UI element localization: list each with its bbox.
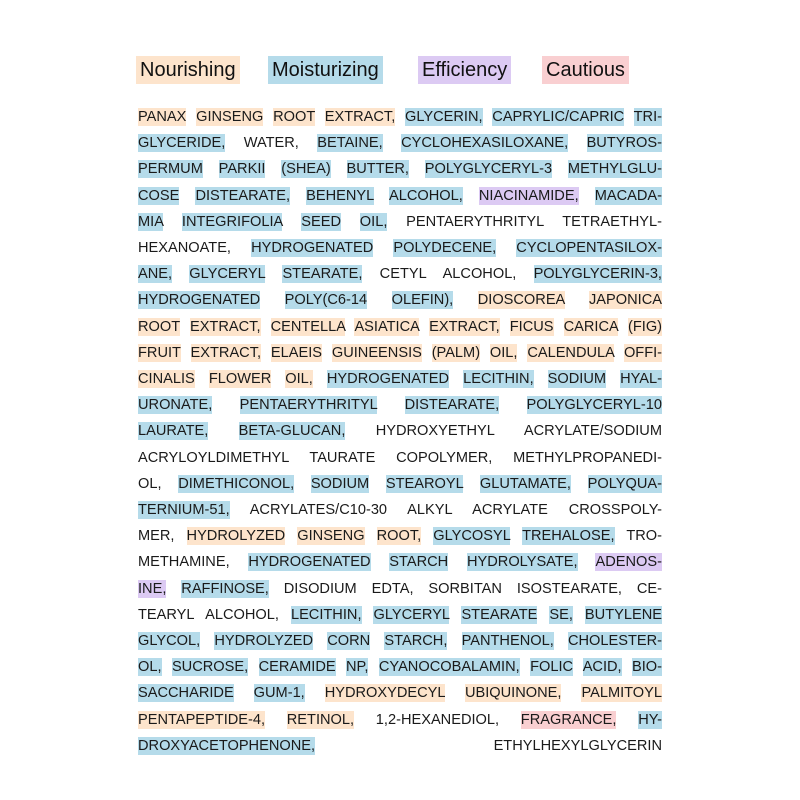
ingredient-line: [138, 735, 662, 758]
ingredient-text: POLYGLYCERYL-10: [526, 397, 662, 414]
ingredient-text: FICUS: [509, 318, 554, 335]
ingredient-text: ALCOHOL,: [389, 187, 463, 204]
ingredient-text: BUTYLENE: [584, 606, 662, 623]
ingredient-text: CAPRYLIC/CAPRIC: [492, 109, 625, 125]
ingredient-text: TERNIUM-51,: [138, 502, 230, 518]
ingredient-text: TRO-: [626, 528, 662, 545]
ingredient-text: HYDROLYZED: [214, 633, 314, 649]
ingredient-text: ALCOHOL,: [205, 606, 279, 623]
ingredient-text: SODIUM: [547, 371, 607, 387]
ingredient-text: HYDROLYSATE,: [466, 554, 578, 571]
ingredient-text: PANTHENOL,: [461, 633, 554, 649]
ingredient-text: DISTEARATE,: [404, 397, 500, 414]
ingredient-text: SUCROSE,: [171, 659, 249, 676]
ingredient-text: HYDROXYDECYL: [324, 685, 445, 702]
ingredient-text: ADENOS-: [595, 554, 662, 571]
ingredient-text: UBIQUINONE,: [464, 685, 562, 702]
ingredient-text: GLUTAMATE,: [479, 475, 571, 492]
ingredient-text: ACID,: [582, 659, 622, 676]
ingredient-line: [138, 709, 662, 732]
ingredient-text: BETAINE,: [317, 135, 383, 152]
ingredient-text: ALCOHOL,: [442, 266, 517, 283]
ingredient-line: [138, 551, 662, 574]
ingredient-line: [138, 473, 662, 496]
ingredient-text: CINALIS: [138, 371, 195, 387]
ingredient-text: OLEFIN),: [391, 292, 454, 309]
ingredient-text: CORN: [327, 633, 371, 649]
ingredient-text: SACCHARIDE: [138, 685, 234, 702]
ingredient-text: FLOWER: [208, 371, 272, 387]
ingredient-text: EXTRACT,: [190, 344, 262, 361]
ingredient-text: CROSSPOLY-: [568, 502, 662, 518]
ingredient-text: HYDROLYZED: [186, 528, 286, 545]
ingredient-text: CARICA: [563, 318, 618, 335]
ingredient-text: STARCH: [389, 554, 449, 571]
ingredient-text: CENTELLA: [270, 318, 346, 335]
ingredient-line: [138, 316, 662, 339]
ingredient-text: PERMUM: [138, 161, 203, 178]
ingredient-text: ROOT: [273, 109, 316, 125]
ingredient-text: MACADA-: [594, 187, 662, 204]
ingredient-text: GINSENG: [196, 109, 264, 125]
ingredient-text: EXTRACT,: [429, 318, 500, 335]
ingredient-text: DROXYACETOPHENONE,: [138, 737, 316, 754]
ingredient-text: BUTTER,: [346, 161, 409, 178]
legend-cautious: Cautious: [542, 56, 629, 84]
ingredient-text: PENTAPEPTIDE-4,: [138, 711, 266, 728]
ingredient-text: (FIG): [627, 318, 663, 335]
ingredient-text: METHYLPROPANEDI-: [513, 449, 663, 466]
ingredient-text: NIACINAMIDE,: [478, 187, 579, 204]
ingredient-text: ROOT,: [376, 528, 422, 545]
ingredient-text: POLYGLYCERIN-3,: [533, 266, 662, 283]
ingredient-line: [138, 682, 662, 705]
ingredient-text: STEARATE,: [282, 266, 363, 283]
ingredient-line: [138, 420, 662, 443]
ingredient-line: [138, 578, 662, 601]
ingredient-text: COSE: [138, 187, 180, 204]
ingredient-text: CYCLOPENTASILOX-: [516, 240, 662, 256]
ingredient-text: CE-: [636, 580, 663, 597]
ingredient-text: GLYCERIN,: [404, 109, 483, 125]
ingredient-line: [138, 368, 662, 391]
ingredient-text: HYDROGENATED: [248, 554, 371, 571]
ingredient-text: LAURATE,: [138, 423, 209, 440]
ingredient-text: GINSENG: [297, 528, 365, 545]
ingredient-text: (PALM): [431, 344, 481, 361]
ingredient-line: [138, 237, 662, 260]
ingredient-text: HYDROXYETHYL: [375, 423, 495, 440]
ingredient-text: FOLIC: [530, 659, 574, 676]
ingredient-text: RAFFINOSE,: [181, 580, 269, 597]
ingredient-line: [138, 630, 662, 653]
ingredient-text: NP,: [346, 659, 369, 676]
ingredient-text: EXTRACT,: [324, 109, 396, 125]
ingredient-text: GLYCOL,: [138, 633, 201, 649]
ingredient-text: JAPONICA: [588, 292, 662, 309]
ingredient-text: HY-: [638, 711, 662, 728]
ingredient-text: DISODIUM: [283, 580, 357, 597]
ingredient-line: [138, 447, 662, 470]
ingredient-text: FRUIT: [138, 344, 181, 361]
ingredient-line: [138, 185, 662, 208]
ingredient-text: TEARYL: [138, 606, 194, 623]
ingredient-text: BIO-: [632, 659, 663, 676]
ingredient-text: STARCH,: [384, 633, 448, 649]
ingredient-line: [138, 106, 662, 129]
ingredient-text: ETHYLHEXYLGLYCERIN: [493, 737, 662, 754]
ingredient-text: HYDROGENATED: [138, 292, 261, 309]
ingredient-text: SORBITAN: [428, 580, 502, 597]
ingredient-text: OL,: [138, 659, 162, 676]
ingredient-text: ISOSTEARATE,: [516, 580, 622, 597]
ingredient-text: GUINEENSIS: [331, 344, 422, 361]
ingredient-line: [138, 342, 662, 365]
ingredient-line: [138, 132, 662, 155]
ingredient-text: BETA-GLUCAN,: [238, 423, 346, 440]
ingredient-text: ACRYLATE: [472, 502, 548, 518]
ingredient-text: PALMITOYL: [581, 685, 663, 702]
ingredient-text: ALKYL: [407, 502, 453, 518]
ingredient-text: PARKII: [218, 161, 266, 178]
ingredient-text: SEED: [301, 213, 342, 230]
ingredient-text: POLY(C6-14: [284, 292, 368, 309]
ingredient-text: (SHEA): [281, 161, 331, 178]
ingredient-text: EDTA,: [371, 580, 414, 597]
ingredient-text: INE,: [138, 580, 167, 597]
ingredient-text: 1,2-HEXANEDIOL,: [375, 711, 500, 728]
ingredient-text: OIL,: [489, 344, 518, 361]
ingredient-text: OIL,: [359, 213, 388, 230]
ingredient-text: BEHENYL: [306, 187, 374, 204]
ingredient-text: RETINOL,: [286, 711, 355, 728]
ingredient-text: CYCLOHEXASILOXANE,: [401, 135, 569, 152]
ingredient-text: POLYQUA-: [587, 475, 662, 492]
legend-moisturizing: Moisturizing: [268, 56, 383, 84]
ingredient-text: COPOLYMER,: [396, 449, 493, 466]
ingredient-text: GUM-1,: [253, 685, 305, 702]
ingredient-text: ACRYLATE/SODIUM: [523, 423, 663, 440]
ingredient-text: OIL,: [285, 371, 313, 387]
ingredient-text: ROOT: [138, 318, 180, 335]
ingredient-text: METHAMINE,: [138, 554, 230, 571]
legend-efficiency: Efficiency: [418, 56, 511, 84]
ingredient-text: ELAEIS: [270, 344, 323, 361]
ingredient-text: DISTEARATE,: [195, 187, 291, 204]
ingredient-text: STEARATE: [461, 606, 538, 623]
ingredient-text: WATER,: [243, 135, 299, 152]
ingredient-text: HEXANOATE,: [138, 240, 231, 256]
ingredient-text: DIMETHICONOL,: [178, 475, 295, 492]
ingredient-line: [138, 499, 662, 522]
ingredient-text: MIA: [138, 213, 164, 230]
ingredient-text: SE,: [549, 606, 573, 623]
ingredient-text: PENTAERYTHRITYL: [239, 397, 378, 414]
ingredient-text: TREHALOSE,: [522, 528, 615, 545]
ingredient-line: [138, 211, 662, 234]
ingredient-text: CETYL: [379, 266, 427, 283]
ingredient-text: PENTAERYTHRITYL: [406, 213, 544, 230]
ingredient-text: GLYCOSYL: [433, 528, 511, 545]
ingredient-text: INTEGRIFOLIA: [181, 213, 283, 230]
ingredient-line: [138, 394, 662, 417]
ingredient-text: GLYCERIDE,: [138, 135, 226, 152]
ingredient-text: CERAMIDE: [258, 659, 336, 676]
ingredient-text: TAURATE: [309, 449, 376, 466]
ingredient-text: ANE,: [138, 266, 173, 283]
ingredient-text: ACRYLATES/C10-30: [249, 502, 388, 518]
ingredient-text: LECITHIN,: [463, 371, 534, 387]
ingredient-text: OFFI-: [623, 344, 663, 361]
ingredient-text: HYDROGENATED: [326, 371, 450, 387]
ingredient-text: GLYCERYL: [189, 266, 266, 283]
ingredient-text: TRI-: [633, 109, 663, 125]
ingredient-text: METHYLGLU-: [567, 161, 662, 178]
ingredient-text: OL,: [138, 475, 162, 492]
ingredient-text: ASIATICA: [354, 318, 420, 335]
ingredient-text: POLYDECENE,: [393, 240, 497, 256]
ingredient-text: DIOSCOREA: [477, 292, 565, 309]
legend-nourishing: Nourishing: [136, 56, 240, 84]
ingredient-text: FRAGRANCE,: [520, 711, 617, 728]
ingredient-text: POLYGLYCERYL-3: [424, 161, 553, 178]
ingredient-text: STEAROYL: [385, 475, 464, 492]
ingredient-text: HYDROGENATED: [251, 240, 374, 256]
ingredient-text: BUTYROS-: [586, 135, 662, 152]
ingredient-line: [138, 525, 662, 548]
ingredient-text: ACRYLOYLDIMETHYL: [138, 449, 289, 466]
ingredient-text: HYAL-: [620, 371, 662, 387]
ingredient-line: [138, 158, 662, 181]
ingredient-text: CALENDULA: [527, 344, 615, 361]
ingredient-line: [138, 604, 662, 627]
ingredient-text: LECITHIN,: [290, 606, 362, 623]
ingredient-text: TETRAETHYL-: [562, 213, 662, 230]
ingredient-text: GLYCERYL: [373, 606, 450, 623]
ingredient-line: [138, 263, 662, 286]
ingredient-text: PANAX: [138, 109, 187, 125]
ingredient-line: [138, 656, 662, 679]
ingredient-line: [138, 289, 662, 312]
ingredient-text: URONATE,: [138, 397, 213, 414]
ingredient-text: MER,: [138, 528, 175, 545]
ingredient-text: SODIUM: [310, 475, 370, 492]
ingredient-text: CHOLESTER-: [567, 633, 663, 649]
ingredient-text: EXTRACT,: [189, 318, 261, 335]
ingredient-text: CYANOCOBALAMIN,: [378, 659, 520, 676]
